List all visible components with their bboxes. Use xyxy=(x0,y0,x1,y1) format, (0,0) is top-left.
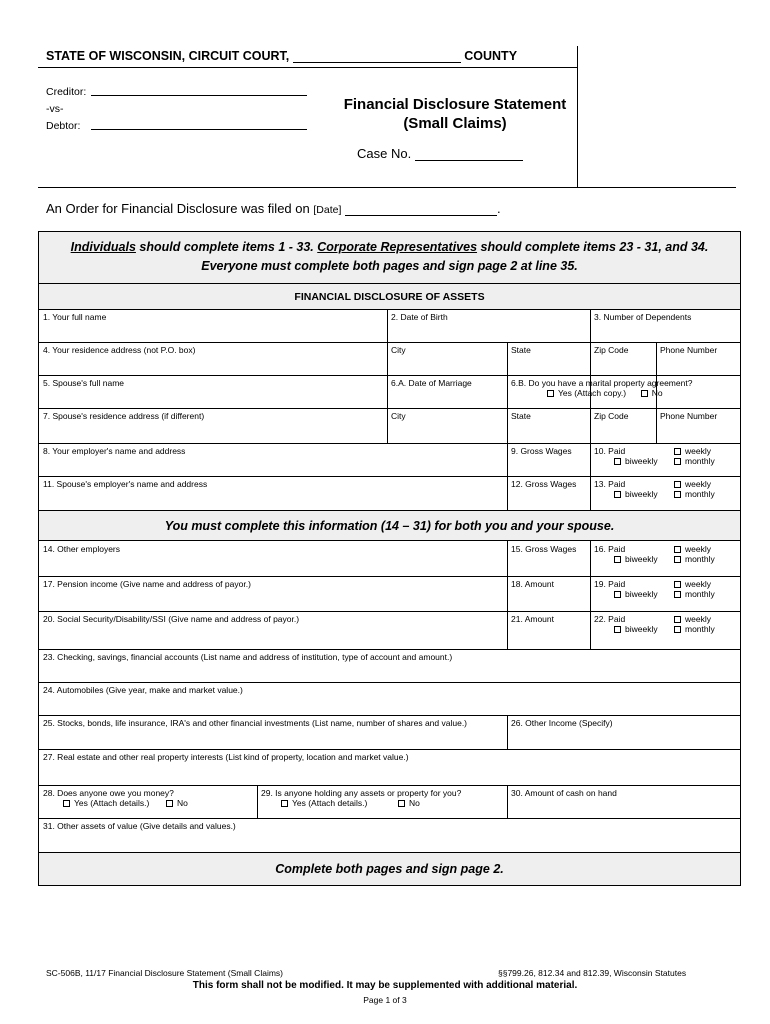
paid-16-weekly xyxy=(674,544,711,555)
yes-checkbox[interactable] xyxy=(63,800,70,807)
field-zip[interactable]: Zip Code xyxy=(594,345,629,355)
rule xyxy=(39,715,740,716)
field-spouse-zip[interactable]: Zip Code xyxy=(594,411,629,421)
assets-header: FINANCIAL DISCLOSURE OF ASSETS xyxy=(294,291,485,303)
field-gross-wages-15[interactable]: 15. Gross Wages xyxy=(511,544,577,554)
weekly-checkbox[interactable] xyxy=(674,581,681,588)
vs-label: -vs- xyxy=(46,103,64,115)
monthly-checkbox[interactable] xyxy=(674,556,681,563)
weekly-checkbox[interactable] xyxy=(674,546,681,553)
individuals-label: Individuals xyxy=(70,240,136,254)
col-divider xyxy=(507,408,508,510)
col-divider xyxy=(656,342,657,375)
field-spouse-name[interactable]: 5. Spouse's full name xyxy=(43,378,125,388)
col-divider xyxy=(257,785,258,818)
form-id: SC-506B, 11/17 Financial Disclosure Statement (Small Claims) xyxy=(46,968,283,978)
page-number: Page 1 of 3 xyxy=(363,995,407,1005)
weekly-label: weekly xyxy=(685,614,711,624)
col-divider xyxy=(507,540,508,649)
weekly-label: weekly xyxy=(685,446,711,456)
col-divider xyxy=(656,408,657,443)
corporate-label: Corporate Representatives xyxy=(317,240,478,254)
no-label: No xyxy=(409,798,420,808)
rule xyxy=(39,342,740,343)
instructions-mid2: should complete items 23 - 31, and 34. xyxy=(477,240,709,254)
weekly-checkbox[interactable] xyxy=(674,448,681,455)
paid-16-monthly xyxy=(674,554,715,565)
monthly-checkbox[interactable] xyxy=(674,458,681,465)
rule xyxy=(39,283,740,284)
order-line xyxy=(46,201,501,216)
rule xyxy=(39,540,740,541)
case-no-label: Case No. xyxy=(357,146,412,161)
field-state[interactable]: State xyxy=(511,345,531,355)
rule xyxy=(39,649,740,650)
field-pension-income[interactable]: 17. Pension income (Give name and address of payor.) xyxy=(43,579,251,589)
field-spouse-address[interactable]: 7. Spouse's residence address (if different) xyxy=(43,411,205,421)
field-investments[interactable]: 25. Stocks, bonds, life insurance, IRA's and other financial investments (List name, number of shares and value.) xyxy=(43,718,468,728)
biweekly-checkbox[interactable] xyxy=(614,591,621,598)
form-title-line1: Financial Disclosure Statement xyxy=(343,96,567,113)
order-date-field[interactable] xyxy=(345,203,497,216)
instructions-mid1: should complete items 1 - 33. xyxy=(135,240,318,254)
order-date-label: [Date] xyxy=(313,204,342,216)
paid-19-weekly xyxy=(674,579,711,590)
biweekly-label: biweekly xyxy=(625,624,658,634)
col-divider xyxy=(507,375,508,408)
rule xyxy=(39,476,740,477)
paid-16-biweekly xyxy=(614,554,658,565)
monthly-checkbox[interactable] xyxy=(674,491,681,498)
biweekly-label: biweekly xyxy=(625,589,658,599)
rule xyxy=(39,443,740,444)
modification-notice: This form shall not be modified. It may be supplemented with additional material. xyxy=(192,980,578,991)
paid-13-biweekly xyxy=(614,489,658,500)
paid-13-monthly xyxy=(674,489,715,500)
biweekly-label: biweekly xyxy=(625,489,658,499)
field-marital-agreement: 6.B. Do you have a marital property agreement? xyxy=(511,378,693,388)
field-amount-18[interactable]: 18. Amount xyxy=(511,579,555,589)
debtor-label: Debtor: xyxy=(46,120,81,132)
col-divider xyxy=(387,408,388,443)
biweekly-checkbox[interactable] xyxy=(614,491,621,498)
paid-22-monthly xyxy=(674,624,715,635)
field-gross-wages-12[interactable]: 12. Gross Wages xyxy=(511,479,577,489)
instructions-line2: Everyone must complete both pages and sign page 2 at line 35. xyxy=(201,259,578,273)
field-spouse-city[interactable]: City xyxy=(391,411,406,421)
yes-label: Yes (Attach details.) xyxy=(74,798,150,808)
field-financial-accounts[interactable]: 23. Checking, savings, financial accounts (List name and address of institution, type of account and amount.) xyxy=(43,652,453,662)
field-real-estate[interactable]: 27. Real estate and other real property interests (List kind of property, location and market value.) xyxy=(43,752,409,762)
debtor-field[interactable] xyxy=(91,129,307,130)
paid-13-weekly xyxy=(674,479,711,490)
field-social-security[interactable]: 20. Social Security/Disability/SSI (Give name and address of payor.) xyxy=(43,614,300,624)
field-dependents[interactable]: 3. Number of Dependents xyxy=(594,312,692,322)
no-checkbox[interactable] xyxy=(641,390,648,397)
creditor-field[interactable] xyxy=(91,95,307,96)
field-paid-22: 22. Paid xyxy=(594,614,626,624)
weekly-checkbox[interactable] xyxy=(674,616,681,623)
marital-agreement-options xyxy=(547,388,663,399)
rule xyxy=(39,852,740,853)
biweekly-label: biweekly xyxy=(625,456,658,466)
field-residence-address[interactable]: 4. Your residence address (not P.O. box) xyxy=(43,345,196,355)
yes-checkbox[interactable] xyxy=(547,390,554,397)
header-bottom-rule xyxy=(38,187,736,188)
field-city[interactable]: City xyxy=(391,345,406,355)
biweekly-label: biweekly xyxy=(625,554,658,564)
field-assets-held: 29. Is anyone holding any assets or property for you? xyxy=(261,788,462,798)
rule xyxy=(39,682,740,683)
field-other-income[interactable]: 26. Other Income (Specify) xyxy=(511,718,613,728)
field-phone[interactable]: Phone Number xyxy=(660,345,718,355)
paid-10-biweekly xyxy=(614,456,658,467)
form-title-line2: (Small Claims) xyxy=(403,115,507,132)
paid-19-biweekly xyxy=(614,589,658,600)
field-date-of-birth[interactable]: 2. Date of Birth xyxy=(391,312,448,322)
statutes: §§799.26, 812.34 and 812.39, Wisconsin Statutes xyxy=(498,968,687,978)
spouse-banner: You must complete this information (14 – 31) for both you and your spouse. xyxy=(164,519,615,533)
monthly-label: monthly xyxy=(685,489,715,499)
monthly-label: monthly xyxy=(685,589,715,599)
county-label: COUNTY xyxy=(464,49,518,63)
form-title xyxy=(300,95,610,133)
field-employer[interactable]: 8. Your employer's name and address xyxy=(43,446,186,456)
col-divider xyxy=(507,715,508,749)
monthly-checkbox[interactable] xyxy=(674,591,681,598)
no-checkbox[interactable] xyxy=(166,800,173,807)
col-divider xyxy=(590,540,591,649)
header-top-rule xyxy=(38,67,578,68)
paid-10-weekly xyxy=(674,446,711,457)
rule xyxy=(39,375,740,376)
rule xyxy=(39,749,740,750)
paid-19-monthly xyxy=(674,589,715,600)
bottom-banner: Complete both pages and sign page 2. xyxy=(275,862,504,876)
monthly-checkbox[interactable] xyxy=(674,626,681,633)
rule xyxy=(39,818,740,819)
rule xyxy=(39,576,740,577)
field-date-of-marriage[interactable]: 6.A. Date of Marriage xyxy=(391,378,472,388)
monthly-label: monthly xyxy=(685,624,715,634)
field-amount-21[interactable]: 21. Amount xyxy=(511,614,555,624)
field-spouse-state[interactable]: State xyxy=(511,411,531,421)
monthly-label: monthly xyxy=(685,456,715,466)
owed-money-options xyxy=(63,798,188,809)
no-label: No xyxy=(177,798,188,808)
assets-held-options xyxy=(281,798,420,809)
field-spouse-employer[interactable]: 11. Spouse's employer's name and address xyxy=(43,479,208,489)
rule xyxy=(39,408,740,409)
field-paid-19: 19. Paid xyxy=(594,579,626,589)
court-heading xyxy=(46,49,517,63)
paid-22-weekly xyxy=(674,614,711,625)
yes-label: Yes (Attach details.) xyxy=(292,798,368,808)
no-label: No xyxy=(651,388,663,398)
rule xyxy=(39,785,740,786)
weekly-label: weekly xyxy=(685,544,711,554)
yes-label: Yes (Attach copy.) xyxy=(558,388,627,398)
field-paid-10: 10. Paid xyxy=(594,446,626,456)
col-divider xyxy=(507,342,508,375)
biweekly-checkbox[interactable] xyxy=(614,556,621,563)
case-no-field[interactable] xyxy=(415,148,523,161)
col-divider xyxy=(507,785,508,818)
weekly-label: weekly xyxy=(685,479,711,489)
field-gross-wages-9[interactable]: 9. Gross Wages xyxy=(511,446,572,456)
rule xyxy=(39,510,740,511)
monthly-label: monthly xyxy=(685,554,715,564)
field-spouse-phone[interactable]: Phone Number xyxy=(660,411,718,421)
paid-22-biweekly xyxy=(614,624,658,635)
field-other-employers[interactable]: 14. Other employers xyxy=(43,544,121,554)
creditor-label: Creditor: xyxy=(46,86,87,98)
no-checkbox[interactable] xyxy=(398,800,405,807)
biweekly-checkbox[interactable] xyxy=(614,458,621,465)
order-end: . xyxy=(497,201,501,216)
county-blank[interactable] xyxy=(293,50,461,63)
instructions xyxy=(39,238,740,276)
order-text: An Order for Financial Disclosure was filed on xyxy=(46,201,310,216)
biweekly-checkbox[interactable] xyxy=(614,626,621,633)
yes-checkbox[interactable] xyxy=(281,800,288,807)
field-other-assets[interactable]: 31. Other assets of value (Give details and values.) xyxy=(43,821,236,831)
field-full-name[interactable]: 1. Your full name xyxy=(43,312,107,322)
field-paid-16: 16. Paid xyxy=(594,544,626,554)
field-automobiles[interactable]: 24. Automobiles (Give year, make and market value.) xyxy=(43,685,243,695)
field-owed-money: 28. Does anyone owe you money? xyxy=(43,788,174,798)
col-divider xyxy=(387,309,388,408)
case-number xyxy=(357,146,523,161)
weekly-label: weekly xyxy=(685,579,711,589)
paid-10-monthly xyxy=(674,456,715,467)
col-divider xyxy=(590,408,591,510)
field-cash-on-hand[interactable]: 30. Amount of cash on hand xyxy=(511,788,617,798)
rule xyxy=(39,309,740,310)
field-paid-13: 13. Paid xyxy=(594,479,626,489)
court-label: STATE OF WISCONSIN, CIRCUIT COURT, xyxy=(46,49,290,63)
rule xyxy=(39,611,740,612)
weekly-checkbox[interactable] xyxy=(674,481,681,488)
instructions-line1 xyxy=(39,238,740,257)
assets-table xyxy=(38,231,741,886)
